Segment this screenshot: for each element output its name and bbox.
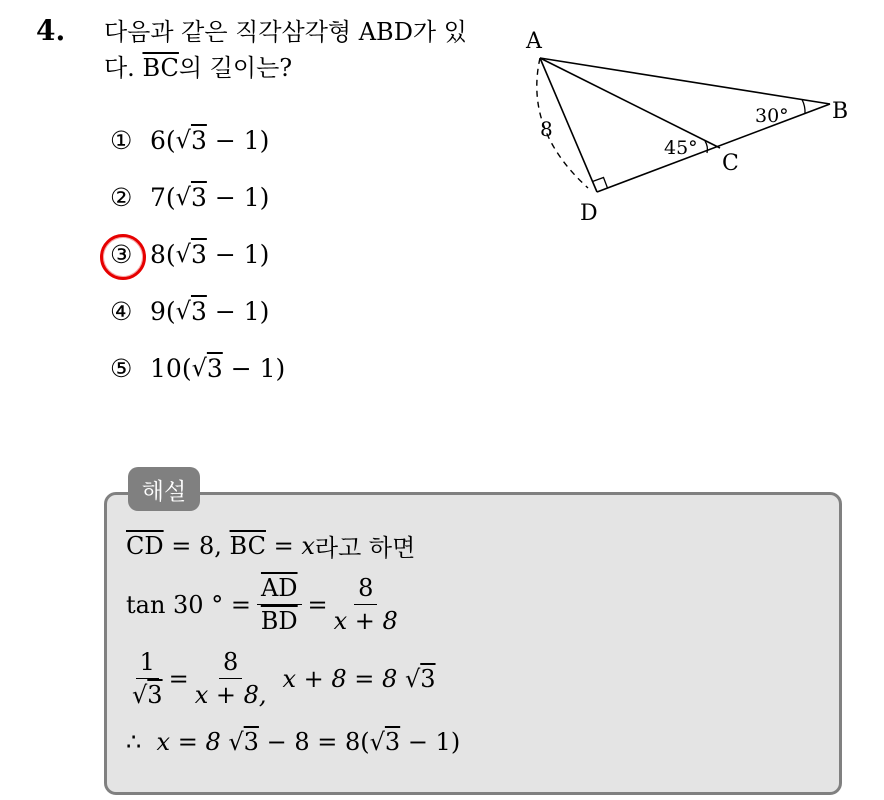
triangle-diagram <box>510 20 870 240</box>
fraction-8-x8: $\frac{8}{x + 8,}$ <box>194 648 267 709</box>
label-side-8: 8 <box>540 117 553 141</box>
solution-line-1: $\overline{CD}$ = 8, $\overline{BC}$ = x 라고 하면 <box>126 531 416 562</box>
choice-mark-selected: ③ <box>110 240 150 269</box>
segment-cd: $\overline{CD}$ <box>126 531 164 560</box>
choice-coef: 9 <box>150 297 166 326</box>
choice-5[interactable]: ⑤ 10 ( √ 3 − 1) <box>110 354 286 383</box>
choice-4[interactable]: ④ 9 ( √ 3 − 1) <box>110 297 270 326</box>
sqrt-symbol: √ <box>175 297 191 325</box>
choice-mark: ④ <box>110 297 133 326</box>
choice-tail: − 1) <box>214 297 270 326</box>
sqrt-symbol: √ <box>175 183 191 211</box>
choice-2[interactable]: ② 7 ( √ 3 − 1) <box>110 183 270 212</box>
fraction-ad-bd: $\frac{\overline{AD}}{BD}$ <box>257 574 302 635</box>
answer-choices <box>110 126 285 411</box>
fraction-1-sqrt3: $\frac{1}{√3}$ <box>132 648 163 709</box>
choice-mark: ⑤ <box>110 354 133 383</box>
choice-coef: 7 <box>150 183 166 212</box>
sqrt-symbol: √ <box>175 126 191 154</box>
stem-line-1: 다음과 같은 직각삼각형 ABD가 있 <box>104 18 467 46</box>
segment-bc: $\overline{BC}$ <box>229 531 266 560</box>
choice-1[interactable]: ① 6 ( √ 3 − 1) <box>110 126 270 155</box>
solution-line-4: ∴ x = 8 √ 3 − 8 = 8( √ 3 − 1) <box>126 728 461 756</box>
label-angle-b: 30° <box>755 105 789 127</box>
label-b: B <box>832 99 849 124</box>
angle-arc-b <box>802 100 805 115</box>
choice-radicand: 3 <box>190 297 207 326</box>
label-angle-c: 45° <box>664 137 698 159</box>
choice-coef: 10 <box>150 354 182 383</box>
choice-radicand: 3 <box>190 183 207 212</box>
choice-coef: 6 <box>150 126 166 155</box>
segment-ab <box>540 58 830 104</box>
question-number: 4. <box>36 14 66 47</box>
choice-radicand: 3 <box>190 240 207 269</box>
choice-mark: ① <box>110 126 133 155</box>
segment-db <box>597 104 830 192</box>
stem-segment-bc: $\overline{BC}$ <box>142 54 179 82</box>
sqrt-symbol: √ <box>191 354 207 382</box>
choice-tail: − 1) <box>230 354 286 383</box>
sqrt-symbol: √ <box>175 240 191 268</box>
label-c: C <box>722 151 739 176</box>
choice-3[interactable]: ③ 8 ( √ 3 − 1) <box>110 240 285 297</box>
choice-tail: − 1) <box>214 126 270 155</box>
solution-line-2: tan 30 ° = $\frac{\overline{AD}}{BD}$ = $\frac{8}{x + 8}$ <box>126 574 398 635</box>
choice-tail: − 1) <box>214 183 270 212</box>
solution-tab: 해설 <box>128 467 200 511</box>
choice-coef: 8 <box>150 240 166 269</box>
label-d: D <box>580 201 598 226</box>
answer-circle-annotation <box>100 234 146 280</box>
solution-line-3: $\frac{1}{√3}$ = $\frac{8}{x + 8,}$ x + 8 = 8 √ 3 <box>132 648 436 709</box>
choice-mark: ② <box>110 183 133 212</box>
therefore-symbol: ∴ <box>126 728 142 756</box>
stem-line-2-prefix: 다. <box>104 54 135 82</box>
choice-radicand: 3 <box>206 354 223 383</box>
choice-tail: − 1) <box>214 240 270 269</box>
choice-radicand: 3 <box>190 126 207 155</box>
fraction-8-x8: $\frac{8}{x + 8}$ <box>333 574 398 635</box>
label-a: A <box>526 29 542 54</box>
stem-line-2-suffix: 의 길이는? <box>178 54 293 82</box>
question-stem <box>104 14 514 86</box>
